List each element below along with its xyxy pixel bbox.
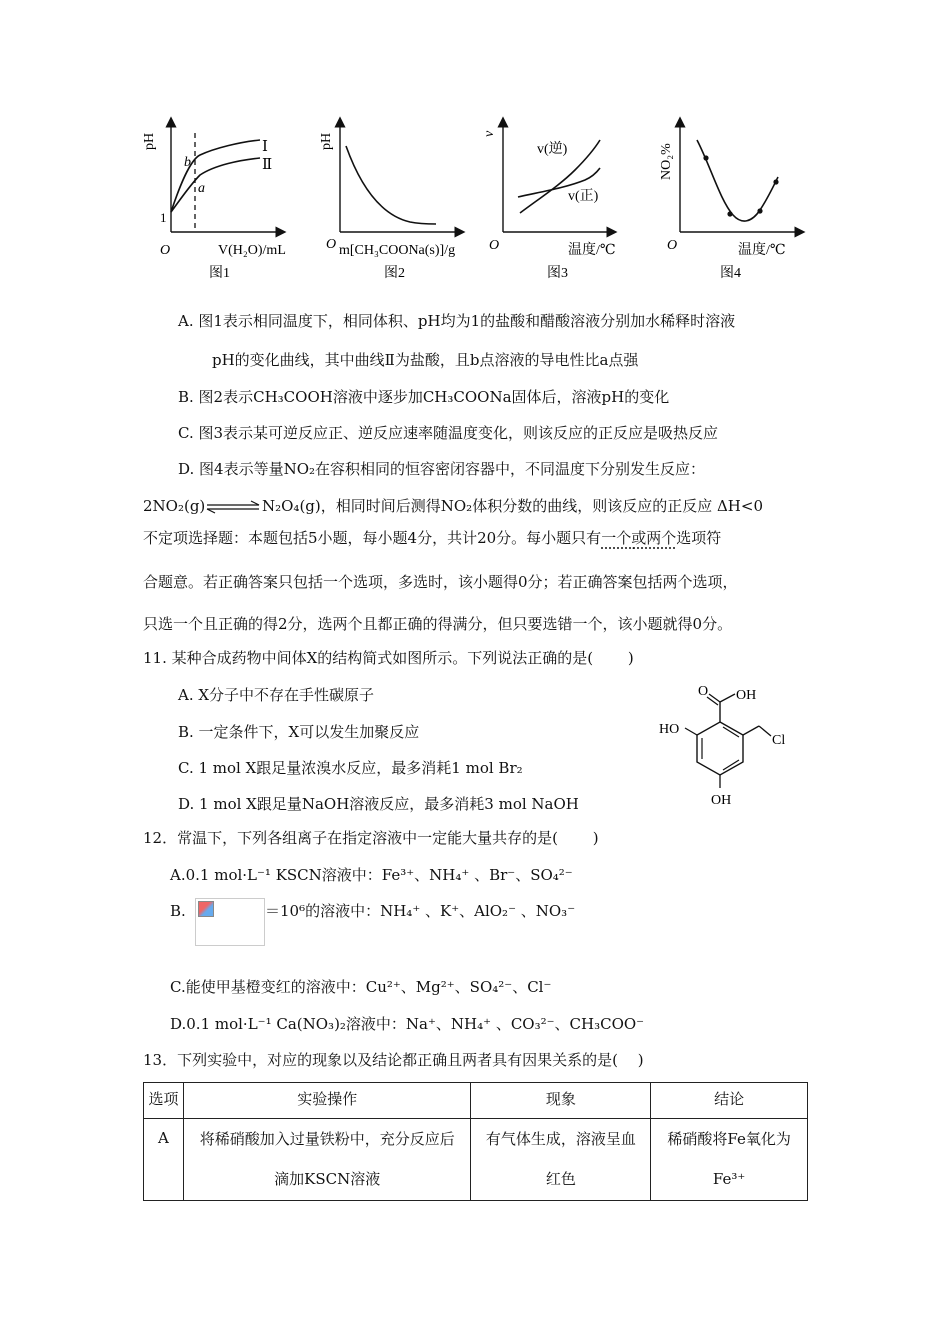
ph-line1: 有气体生成，溶液呈血 — [485, 1130, 636, 1148]
table-cell-option: A — [144, 1119, 184, 1201]
fig1-curve1-label: Ⅰ — [262, 139, 268, 155]
q12-option-b-text: ＝10⁶的溶液中：NH₄⁺ 、K⁺、AlO₂⁻ 、NO₃⁻ — [265, 902, 576, 920]
figure-4 — [659, 122, 800, 281]
table-cell-conclusion — [651, 1119, 808, 1201]
table-cell-phenomenon — [471, 1119, 651, 1201]
q10-option-a-line1: A. 图1表示相同温度下，相同体积、pH均为1的盐酸和醋酸溶液分别加水稀释时溶液 — [178, 312, 736, 330]
instructions-line3: 只选一个且正确的得2分，选两个且都正确的得满分，但只要选错一个，该小题就得0分。 — [143, 615, 733, 633]
instructions-line1 — [143, 528, 721, 548]
fig2-origin: O — [326, 237, 337, 252]
fig2-xlabel: m[CH₃COONa(s)]/g — [339, 243, 456, 258]
fig1-caption: 图1 — [209, 266, 230, 281]
fig4-xlabel: 温度/℃ — [738, 243, 786, 258]
fig1-point-a: a — [198, 181, 205, 196]
fig3-ylabel: v — [482, 130, 497, 137]
q10-option-b: B. 图2表示CH₃COOH溶液中逐步加CH₃COONa固体后，溶液pH的变化 — [178, 388, 670, 406]
struct-oh-bottom: OH — [711, 793, 732, 808]
op-line2: 滴加KSCN溶液 — [274, 1170, 381, 1188]
q12-option-d: D.0.1 mol·L⁻¹ Ca(NO₃)₂溶液中：Na⁺、NH₄⁺ 、CO₃²⁻、CH₃COO⁻ — [170, 1015, 645, 1033]
q10-option-d-line1: D. 图4表示等量NO₂在容积相同的恒容密闭容器中，不同温度下分别发生反应： — [178, 460, 706, 478]
table-header: 结论 — [651, 1083, 808, 1119]
q11-option-a: A. X分子中不存在手性碳原子 — [178, 686, 375, 704]
instructions-line1-b: 选项符 — [676, 529, 722, 547]
q10-option-c: C. 图3表示某可逆反应正、逆反应速率随温度变化，则该反应的正反应是吸热反应 — [178, 424, 719, 442]
fig4-caption: 图4 — [720, 266, 741, 281]
q11-option-d: D. 1 mol X跟足量NaOH溶液反应，最多消耗3 mol NaOH — [178, 795, 579, 813]
broken-image-placeholder — [195, 898, 265, 946]
q12-option-b-label: B. — [170, 902, 186, 920]
figures-row — [0, 0, 950, 290]
instructions-emphasis: 一个或两个 · — [601, 529, 676, 547]
curve-ph — [346, 146, 436, 224]
fig3-origin: O — [489, 238, 500, 253]
q13-stem: 13．下列实验中，对应的现象以及结论都正确且两者具有因果关系的是( ) — [143, 1051, 644, 1069]
fig1-xlabel: V(H₂O)/mL — [218, 243, 286, 258]
fig3-caption: 图3 — [547, 266, 568, 281]
q11-option-c: C. 1 mol X跟足量浓溴水反应，最多消耗1 mol Br₂ — [178, 759, 523, 777]
table-header-row — [144, 1083, 808, 1119]
struct-ho-left: HO — [659, 722, 680, 737]
figure-1 — [142, 122, 286, 281]
fig1-ylabel: pH — [142, 132, 157, 150]
broken-image-icon — [198, 901, 214, 917]
instructions-line1-a: 不定项选择题：本题包括5小题，每小题4分，共计20分。每小题只有 — [143, 529, 602, 547]
table-header: 现象 — [471, 1083, 651, 1119]
fig3-curve-rev: v(逆) — [537, 142, 568, 157]
fig4-ylabel: NO₂% — [659, 143, 674, 180]
fig2-caption: 图2 — [384, 266, 405, 281]
q12-option-c: C.能使甲基橙变红的溶液中：Cu²⁺、Mg²⁺、SO₄²⁻、Cl⁻ — [170, 978, 552, 996]
table-header: 选项 — [144, 1083, 184, 1119]
fig1-y-start: 1 — [160, 210, 167, 225]
structure-formula-x — [655, 678, 805, 818]
figure-2 — [319, 122, 460, 281]
q10-option-d-eq-right: N₂O₄(g)，相同时间后测得NO₂体积分数的曲线，则该反应的正反应 ΔH<0 — [262, 497, 763, 515]
q12-option-a: A.0.1 mol·L⁻¹ KSCN溶液中：Fe³⁺、NH₄⁺ 、Br⁻、SO₄²⁻ — [170, 866, 573, 884]
q11-stem: 11. 某种合成药物中间体X的结构简式如图所示。下列说法正确的是( ) — [143, 649, 634, 667]
fig1-origin: O — [160, 243, 171, 258]
figure-3 — [482, 122, 616, 281]
fig3-curve-fwd: v(正) — [568, 189, 599, 204]
curve-I — [171, 140, 260, 212]
ph-line2: 红色 — [545, 1170, 576, 1188]
equilibrium-arrow-icon — [205, 500, 261, 514]
struct-oh-top: OH — [736, 688, 757, 703]
instructions-line2: 合题意。若正确答案只包括一个选项，多选时，该小题得0分；若正确答案包括两个选项， — [143, 573, 738, 591]
fig3-xlabel: 温度/℃ — [568, 243, 616, 258]
table-header: 实验操作 — [183, 1083, 471, 1119]
co-line2: Fe³⁺ — [712, 1170, 746, 1188]
table-row — [144, 1119, 808, 1201]
op-line1: 将稀硝酸加入过量铁粉中，充分反应后 — [199, 1130, 455, 1148]
table-cell-operation — [183, 1119, 471, 1201]
struct-cl: Cl — [772, 733, 786, 748]
fig1-point-b: b — [184, 155, 191, 170]
co-line1: 稀硝酸将Fe氧化为 — [667, 1130, 791, 1148]
q10-option-a-line2: pH的变化曲线，其中曲线Ⅱ为盐酸，且b点溶液的导电性比a点强 — [212, 351, 639, 369]
struct-o-top: O — [698, 684, 709, 699]
q12-stem: 12．常温下，下列各组离子在指定溶液中一定能大量共存的是( ) — [143, 829, 599, 847]
q10-option-d-eq-left: 2NO₂(g) — [143, 497, 206, 515]
fig2-ylabel: pH — [319, 132, 334, 150]
fig1-curve2-label: Ⅱ — [262, 157, 273, 173]
fig4-origin: O — [667, 238, 678, 253]
q13-table — [143, 1082, 808, 1201]
curve-no2 — [697, 140, 778, 221]
q11-option-b: B. 一定条件下，X可以发生加聚反应 — [178, 723, 420, 741]
